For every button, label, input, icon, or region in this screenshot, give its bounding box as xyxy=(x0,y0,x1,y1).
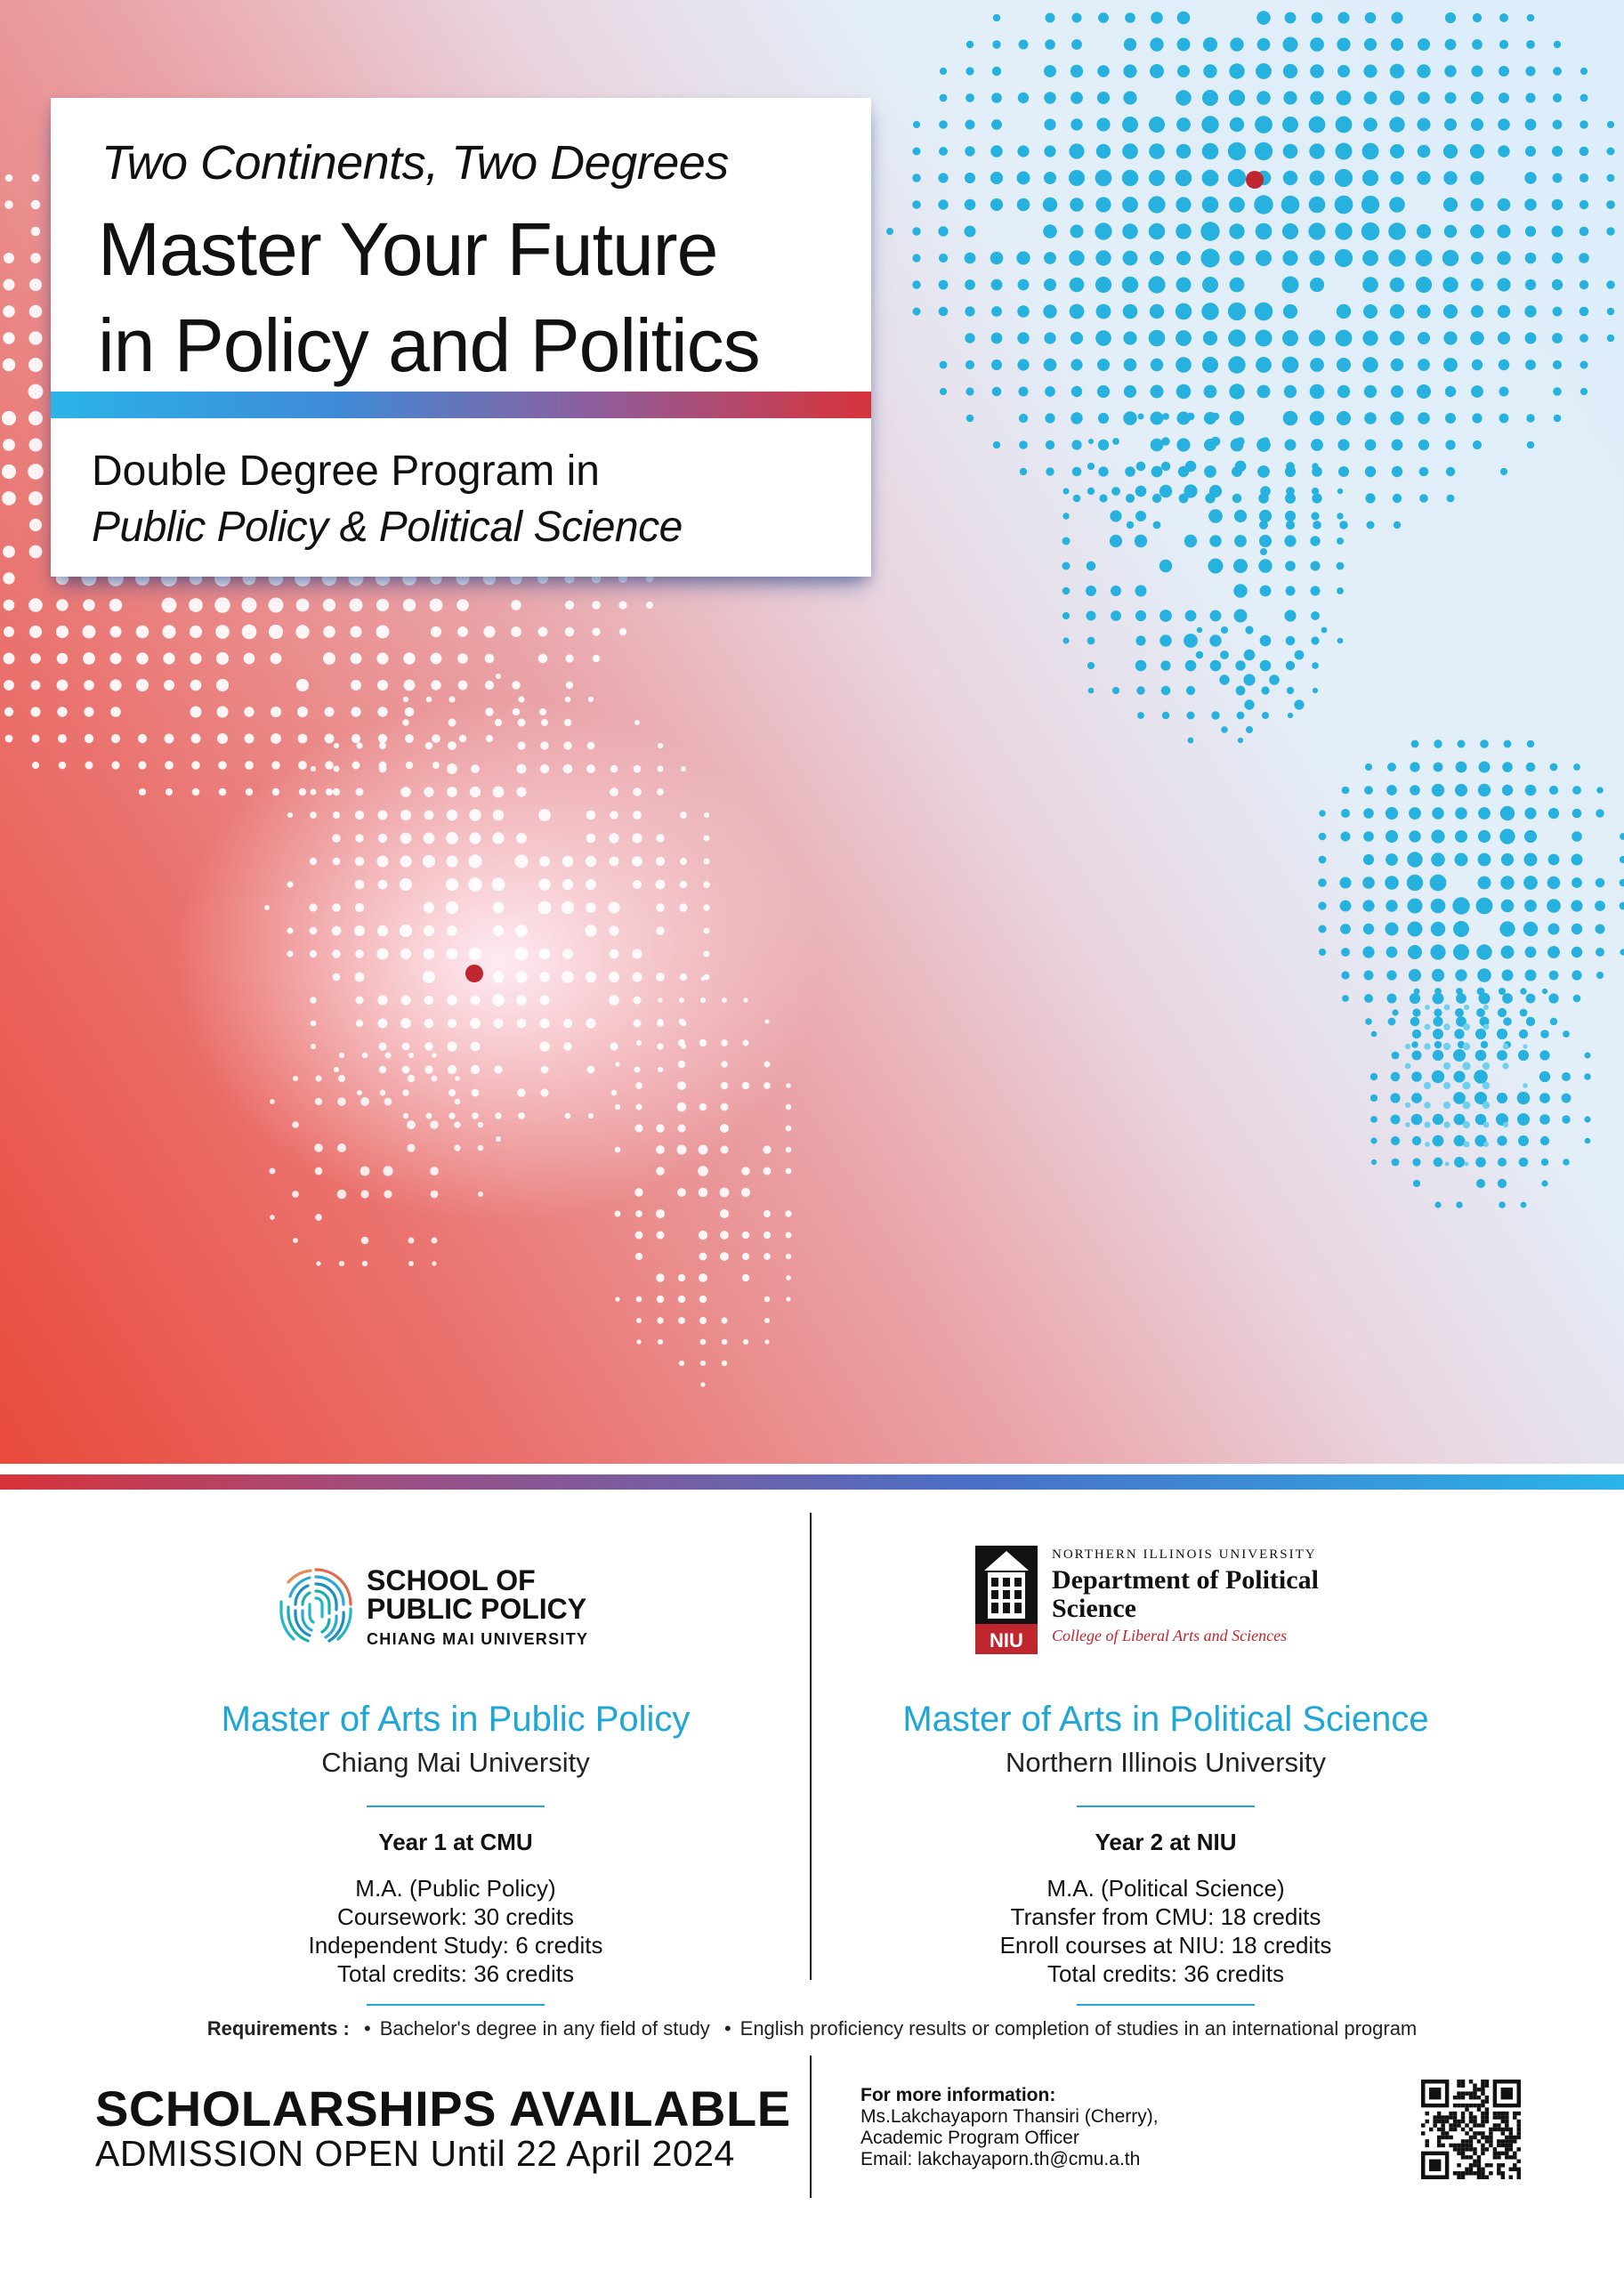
detail-line: M.A. (Public Policy) xyxy=(355,1875,556,1902)
program-details xyxy=(765,1874,1566,1988)
niu-logo-line-2a: Department of Political xyxy=(1052,1565,1319,1595)
niu-logo-line-2 xyxy=(1052,1566,1319,1623)
contact-role: Academic Program Officer xyxy=(860,2128,1079,2148)
year-label: Year 1 at CMU xyxy=(378,1829,533,1855)
niu-tower-icon xyxy=(974,1544,1039,1658)
scholarships-heading: SCHOLARSHIPS AVAILABLE xyxy=(95,2080,791,2137)
spp-logo-line-2: PUBLIC POLICY xyxy=(367,1593,587,1625)
niu-logo xyxy=(765,1539,1566,1664)
contact-info xyxy=(860,2085,1159,2170)
admission-deadline: ADMISSION OPEN Until 22 April 2024 xyxy=(95,2133,735,2174)
spp-logo xyxy=(55,1539,856,1664)
location-marker-icon xyxy=(1246,171,1264,189)
info-title: For more information: xyxy=(860,2085,1056,2105)
headline-line-2: in Policy and Politics xyxy=(98,303,760,387)
program-title: Master of Arts in Public Policy xyxy=(221,1700,691,1739)
divider-rule xyxy=(367,2004,545,2006)
niu-logo-line-2b: Science xyxy=(1052,1594,1136,1623)
detail-line: Enroll courses at NIU: 18 credits xyxy=(999,1932,1332,1959)
divider-rule xyxy=(1077,2004,1255,2006)
right-program-column xyxy=(765,1539,1566,2006)
left-program-column xyxy=(55,1539,856,2006)
niu-logo-line-1: NORTHERN ILLINOIS UNIVERSITY xyxy=(1052,1547,1317,1562)
bullet-icon: • xyxy=(364,2017,371,2040)
requirements-line xyxy=(0,2017,1624,2040)
divider-rule xyxy=(1077,1805,1255,1807)
headline xyxy=(98,201,863,393)
requirement-item: English proficiency results or completion of studies in an international program xyxy=(739,2017,1418,2040)
section-divider-bar xyxy=(0,1474,1624,1490)
spp-logo-line-1: SCHOOL OF xyxy=(367,1564,536,1596)
qr-code-icon[interactable] xyxy=(1421,2080,1521,2179)
program-details xyxy=(55,1874,856,1988)
niu-logo-line-3: College of Liberal Arts and Sciences xyxy=(1052,1627,1288,1644)
detail-line: M.A. (Political Science) xyxy=(1046,1875,1285,1902)
program-title: Master of Arts in Political Science xyxy=(902,1700,1429,1739)
year-label: Year 2 at NIU xyxy=(1095,1829,1237,1855)
subtitle-line-2: Public Policy & Political Science xyxy=(92,504,683,551)
detail-line: Transfer from CMU: 18 credits xyxy=(1010,1903,1321,1930)
detail-line: Total credits: 36 credits xyxy=(1047,1960,1284,1987)
detail-line: Total credits: 36 credits xyxy=(337,1960,574,1987)
requirements-label: Requirements : xyxy=(206,2017,350,2040)
niu-badge: NIU xyxy=(990,1629,1023,1652)
detail-line: Independent Study: 6 credits xyxy=(308,1932,603,1959)
university-name: Northern Illinois University xyxy=(1005,1747,1327,1778)
bullet-icon: • xyxy=(723,2017,731,2040)
contact-email: Email: lakchayaporn.th@cmu.a.th xyxy=(860,2149,1141,2169)
kicker-text: Two Continents, Two Degrees xyxy=(101,136,729,190)
location-marker-icon xyxy=(465,965,483,982)
gradient-bar xyxy=(51,392,871,418)
title-card xyxy=(51,98,871,577)
footer-divider xyxy=(810,2056,812,2198)
fingerprint-icon xyxy=(269,1557,363,1652)
spp-logo-line-3: CHIANG MAI UNIVERSITY xyxy=(367,1630,589,1648)
detail-line: Coursework: 30 credits xyxy=(337,1903,574,1930)
divider-rule xyxy=(367,1805,545,1807)
headline-line-1: Master Your Future xyxy=(98,207,718,291)
university-name: Chiang Mai University xyxy=(321,1747,590,1778)
subtitle-line-1: Double Degree Program in xyxy=(92,448,600,495)
requirement-item: Bachelor's degree in any field of study xyxy=(379,2017,710,2040)
contact-name: Ms.Lakchayaporn Thansiri (Cherry), xyxy=(860,2106,1159,2127)
